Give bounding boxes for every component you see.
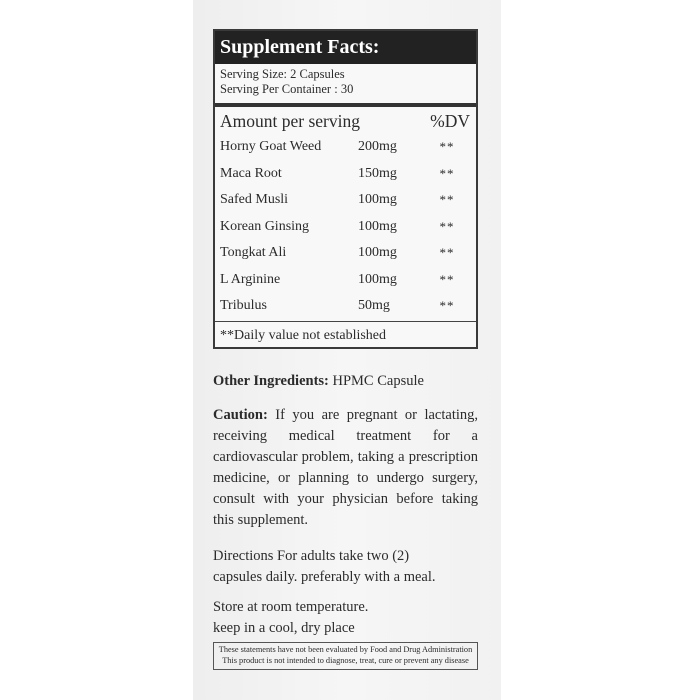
ingredient-amount: 150mg <box>358 165 397 181</box>
ingredient-row <box>215 293 476 320</box>
ingredient-amount: 100mg <box>358 218 397 234</box>
ingredient-dv: ** <box>439 165 455 181</box>
ingredient-row <box>215 187 476 214</box>
ingredient-name: Safed Musli <box>220 192 289 208</box>
ingredient-dv: ** <box>439 271 455 287</box>
fda-disclaimer-box <box>213 642 478 670</box>
caution-paragraph <box>213 405 478 531</box>
ingredient-amount: 100mg <box>358 192 397 208</box>
amount-per-serving-label: Amount per serving <box>220 110 360 131</box>
ingredient-row <box>215 134 476 161</box>
other-ingredients-label: Other Ingredients: <box>213 373 329 389</box>
ingredient-name: Tribulus <box>220 298 267 314</box>
serving-info <box>215 64 476 97</box>
ingredient-name: Horny Goat Weed <box>220 139 322 155</box>
storage-paragraph <box>213 597 478 639</box>
daily-value-footnote: **Daily value not established <box>220 328 387 343</box>
disclaimer-line-1: These statements have not been evaluated by Food and Drug Administration <box>218 645 473 654</box>
dv-header-label: %DV <box>430 110 470 131</box>
directions-line-1: Directions For adults take two (2) <box>213 548 410 564</box>
servings-per-container: Serving Per Container : 30 <box>220 82 354 96</box>
caution-label: Caution: <box>213 407 268 423</box>
disclaimer-line-2: This product is not intended to diagnose, treat, cure or prevent any disease <box>222 655 469 665</box>
supplement-facts-title: Supplement Facts: <box>215 31 476 64</box>
storage-line-2: keep in a cool, dry place <box>213 620 355 636</box>
ingredient-row <box>215 214 476 241</box>
caution-text: If you are pregnant or lactating, receiving medical treatment for a cardiovascular problem, taking a prescription medicine, or planning to undergo surgery, consult with your physician before taking this supplement. <box>213 407 479 528</box>
ingredient-dv: ** <box>439 298 455 314</box>
other-ingredients <box>213 371 478 392</box>
other-ingredients-value: HPMC Capsule <box>332 373 424 389</box>
ingredient-row <box>215 161 476 188</box>
ingredient-amount: 100mg <box>358 271 397 287</box>
amount-header-row <box>215 108 476 134</box>
ingredient-amount: 100mg <box>358 245 397 261</box>
ingredient-row <box>215 240 476 267</box>
divider-thick <box>215 103 476 107</box>
directions-paragraph <box>213 546 478 588</box>
ingredient-name: Tongkat Ali <box>220 245 287 261</box>
ingredient-dv: ** <box>439 218 455 234</box>
storage-line-1: Store at room temperature. <box>213 599 369 615</box>
ingredient-row <box>215 267 476 294</box>
ingredient-list <box>215 134 476 320</box>
directions-line-2: capsules daily. preferably with a meal. <box>213 569 436 585</box>
serving-size: Serving Size: 2 Capsules <box>220 67 345 81</box>
ingredient-name: Korean Ginsing <box>220 218 310 234</box>
supplement-facts-box <box>213 29 478 349</box>
ingredient-amount: 50mg <box>358 298 390 314</box>
ingredient-dv: ** <box>439 192 455 208</box>
ingredient-name: L Arginine <box>220 271 281 287</box>
ingredient-amount: 200mg <box>358 139 397 155</box>
ingredient-dv: ** <box>439 245 455 261</box>
ingredient-dv: ** <box>439 139 455 155</box>
ingredient-name: Maca Root <box>220 165 282 181</box>
divider-thin <box>215 321 476 322</box>
